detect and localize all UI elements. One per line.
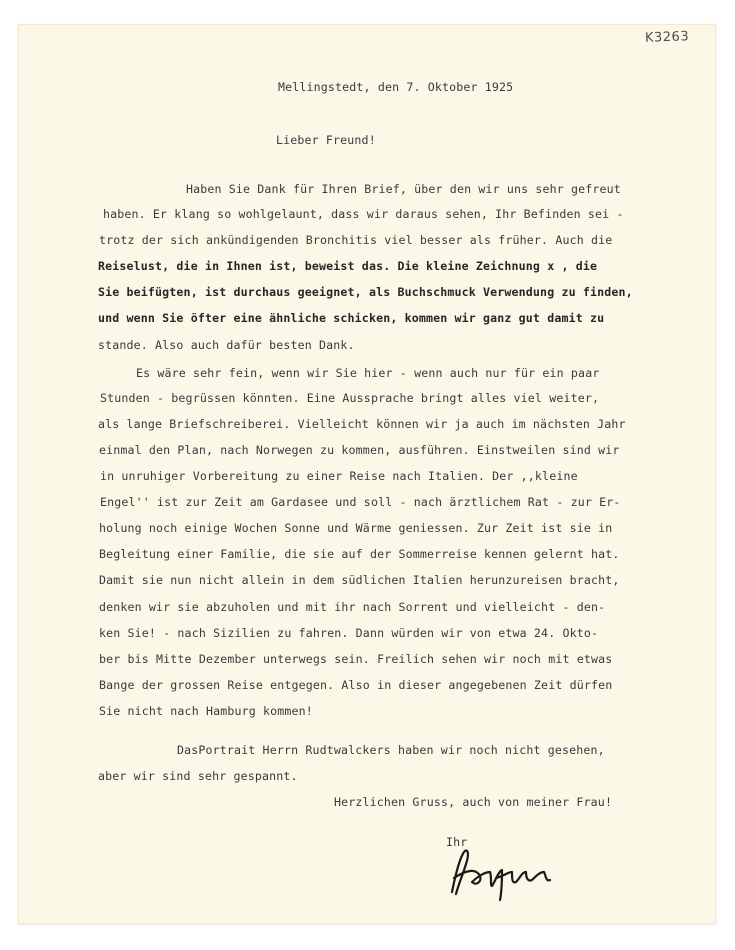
body-line: einmal den Plan, nach Norwegen zu kommen, ausführen. Einstweilen sind wir	[99, 443, 620, 457]
body-line: holung noch einige Wochen Sonne und Wärme geniessen. Zur Zeit ist sie in	[99, 521, 613, 535]
body-line: aber wir sind sehr gespannt.	[98, 769, 298, 783]
salutation: Lieber Freund!	[276, 133, 376, 147]
body-line: Sie nicht nach Hamburg kommen!	[99, 704, 313, 718]
body-line: Sie beifügten, ist durchaus geeignet, als Buchschmuck Verwendung zu finden,	[98, 285, 633, 299]
body-line: denken wir sie abzuholen und mit ihr nach Sorrent und vielleicht - den-	[99, 600, 606, 614]
body-line: Es wäre sehr fein, wenn wir Sie hier - wenn auch nur für ein paar	[136, 366, 600, 380]
body-line: ken Sie! - nach Sizilien zu fahren. Dann würden wir von etwa 24. Okto-	[99, 626, 599, 640]
body-line: ber bis Mitte Dezember unterwegs sein. Freilich sehen wir noch mit etwas	[99, 652, 613, 666]
body-line: Damit sie nun nicht allein in dem südlichen Italien herunzureisen bracht,	[99, 573, 620, 587]
body-line: in unruhiger Vorbereitung zu einer Reise nach Italien. Der ,,kleine	[100, 469, 578, 483]
handwritten-signature	[446, 842, 554, 904]
archive-number: K3263	[644, 29, 690, 46]
body-line: Engel'' ist zur Zeit am Gardasee und soll - nach ärztlichem Rat - zur Er-	[100, 495, 621, 509]
body-line: DasPortrait Herrn Rudtwalckers haben wir noch nicht gesehen,	[177, 743, 605, 757]
body-line: stande. Also auch dafür besten Dank.	[98, 338, 355, 352]
place-date-line: Mellingstedt, den 7. Oktober 1925	[278, 80, 514, 94]
closing-line: Herzlichen Gruss, auch von meiner Frau!	[334, 795, 613, 809]
body-line: Stunden - begrüssen könnten. Eine Aussprache bringt alles viel weiter,	[100, 391, 600, 405]
body-line: trotz der sich ankündigenden Bronchitis viel besser als früher. Auch die	[99, 233, 613, 247]
body-line: als lange Briefschreiberei. Vielleicht können wir ja auch im nächsten Jahr	[98, 417, 626, 431]
body-line: Reiselust, die in Ihnen ist, beweist das. Die kleine Zeichnung x , die	[98, 259, 598, 273]
body-line: Haben Sie Dank für Ihren Brief, über den wir uns sehr gefreut	[186, 182, 621, 196]
sign-off: Ihr	[446, 835, 468, 849]
body-line: haben. Er klang so wohlgelaunt, dass wir daraus sehen, Ihr Befinden sei -	[103, 207, 624, 221]
body-line: und wenn Sie öfter eine ähnliche schicken, kommen wir ganz gut damit zu	[98, 311, 605, 325]
body-line: Begleitung einer Familie, die sie auf der Sommerreise kennen gelernt hat.	[99, 547, 620, 561]
body-line: Bange der grossen Reise entgegen. Also in dieser angegebenen Zeit dürfen	[99, 678, 613, 692]
